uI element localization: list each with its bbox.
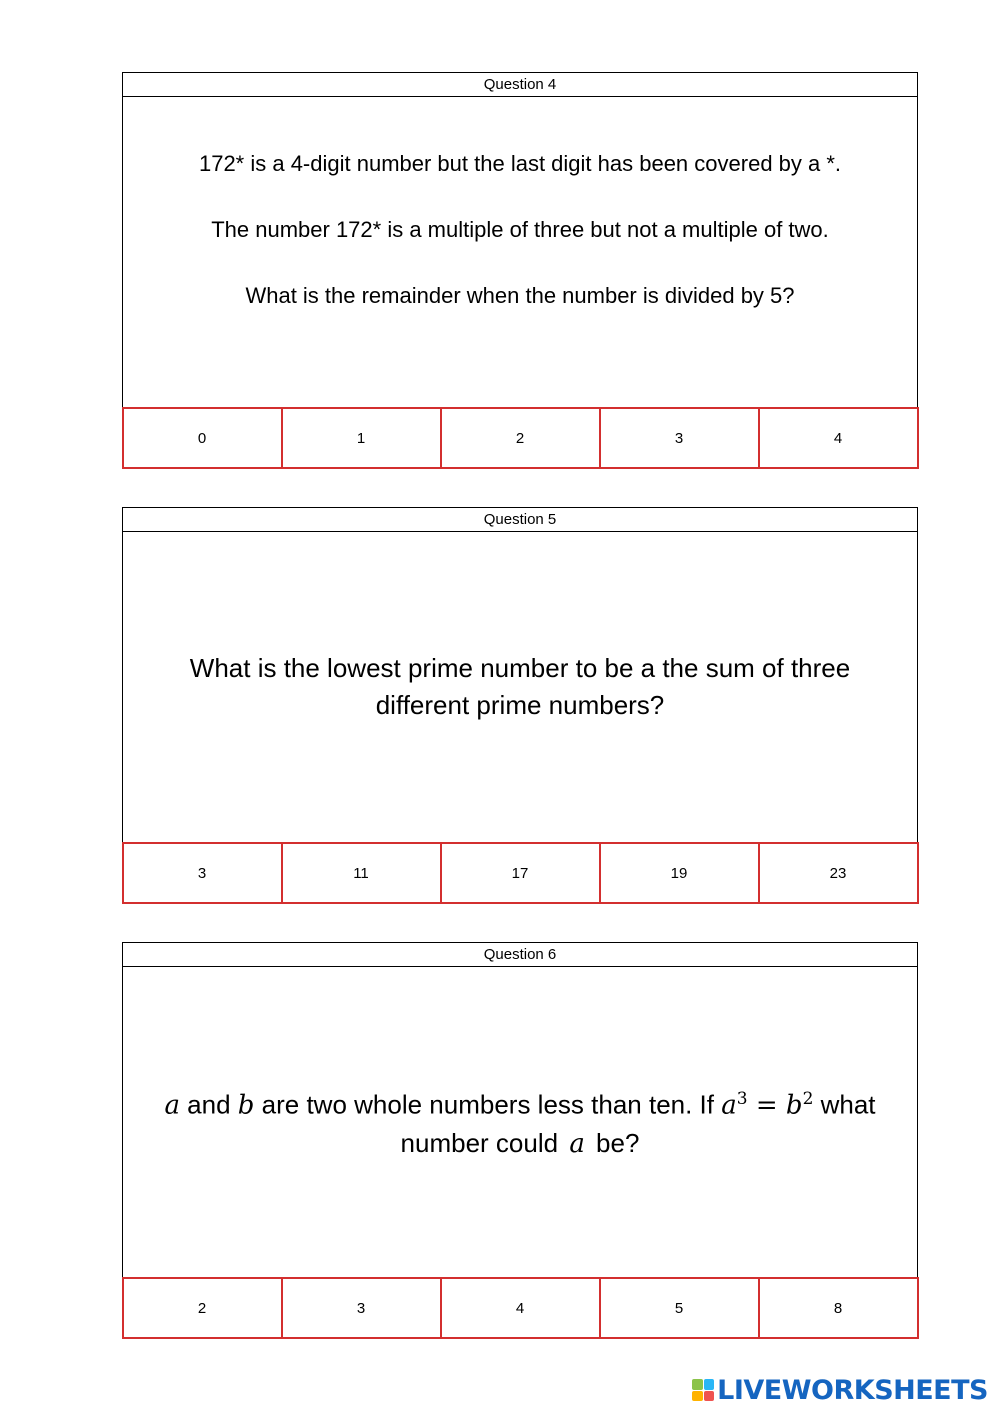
answer-option[interactable]: 2 — [124, 1279, 283, 1337]
math-variable: a — [721, 1090, 737, 1121]
math-exponent: 3 — [736, 1089, 748, 1110]
question-card-5 — [122, 507, 918, 904]
answer-option[interactable]: 3 — [124, 844, 283, 902]
text-fragment: be? — [588, 1127, 640, 1158]
math-exponent: 2 — [802, 1089, 814, 1110]
question-text-line: 172* is a 4-digit number but the last digit has been covered by a *. — [198, 151, 842, 176]
question-card-6 — [122, 942, 918, 1339]
answer-option[interactable]: 4 — [833, 429, 843, 447]
math-operator: = — [747, 1090, 786, 1121]
answer-option[interactable]: 1 — [283, 409, 442, 467]
question-body — [123, 967, 917, 1277]
math-variable: b — [785, 1090, 803, 1121]
answer-option[interactable]: 4 — [442, 1279, 601, 1337]
question-header: Question 5 — [123, 508, 917, 532]
math-variable: b — [237, 1090, 255, 1121]
text-fragment: are two whole numbers less than ten. If — [254, 1089, 722, 1120]
question-body — [123, 97, 917, 407]
answer-option[interactable]: 19 — [601, 844, 760, 902]
answer-option[interactable]: 0 — [124, 409, 283, 467]
question-card-4 — [122, 72, 918, 469]
answer-option[interactable]: 3 — [601, 409, 760, 467]
answer-options — [122, 1277, 919, 1339]
answer-option[interactable]: 8 — [833, 1299, 843, 1317]
text-fragment: number could — [400, 1127, 566, 1158]
answer-options — [122, 842, 919, 904]
question-header: Question 4 — [123, 73, 917, 97]
answer-option[interactable]: 17 — [442, 844, 601, 902]
answer-option[interactable]: 5 — [601, 1279, 760, 1337]
text-fragment: what — [813, 1089, 876, 1120]
question-body — [123, 532, 917, 842]
math-variable: a — [164, 1090, 180, 1121]
question-header: Question 6 — [123, 943, 917, 967]
question-text-line: The number 172* is a multiple of three but not a multiple of two. — [211, 217, 829, 242]
logo-text: LIVEWORKSHEETS — [717, 1374, 988, 1406]
answer-option[interactable]: 2 — [442, 409, 601, 467]
text-fragment: and — [179, 1089, 238, 1120]
question-text-line: What is the remainder when the number is divided by 5? — [245, 283, 795, 308]
math-variable: a — [569, 1128, 585, 1159]
answer-options — [122, 407, 919, 469]
liveworksheets-logo — [692, 1374, 988, 1406]
answer-option[interactable]: 3 — [283, 1279, 442, 1337]
question-text-line — [401, 1125, 640, 1163]
question-text: What is the lowest prime number to be a the sum of three different prime numbers? — [189, 653, 851, 720]
question-text-line — [164, 1081, 875, 1125]
liveworksheets-logo-icon — [692, 1379, 714, 1401]
answer-option[interactable]: 11 — [283, 844, 442, 902]
answer-option[interactable]: 23 — [829, 864, 847, 882]
